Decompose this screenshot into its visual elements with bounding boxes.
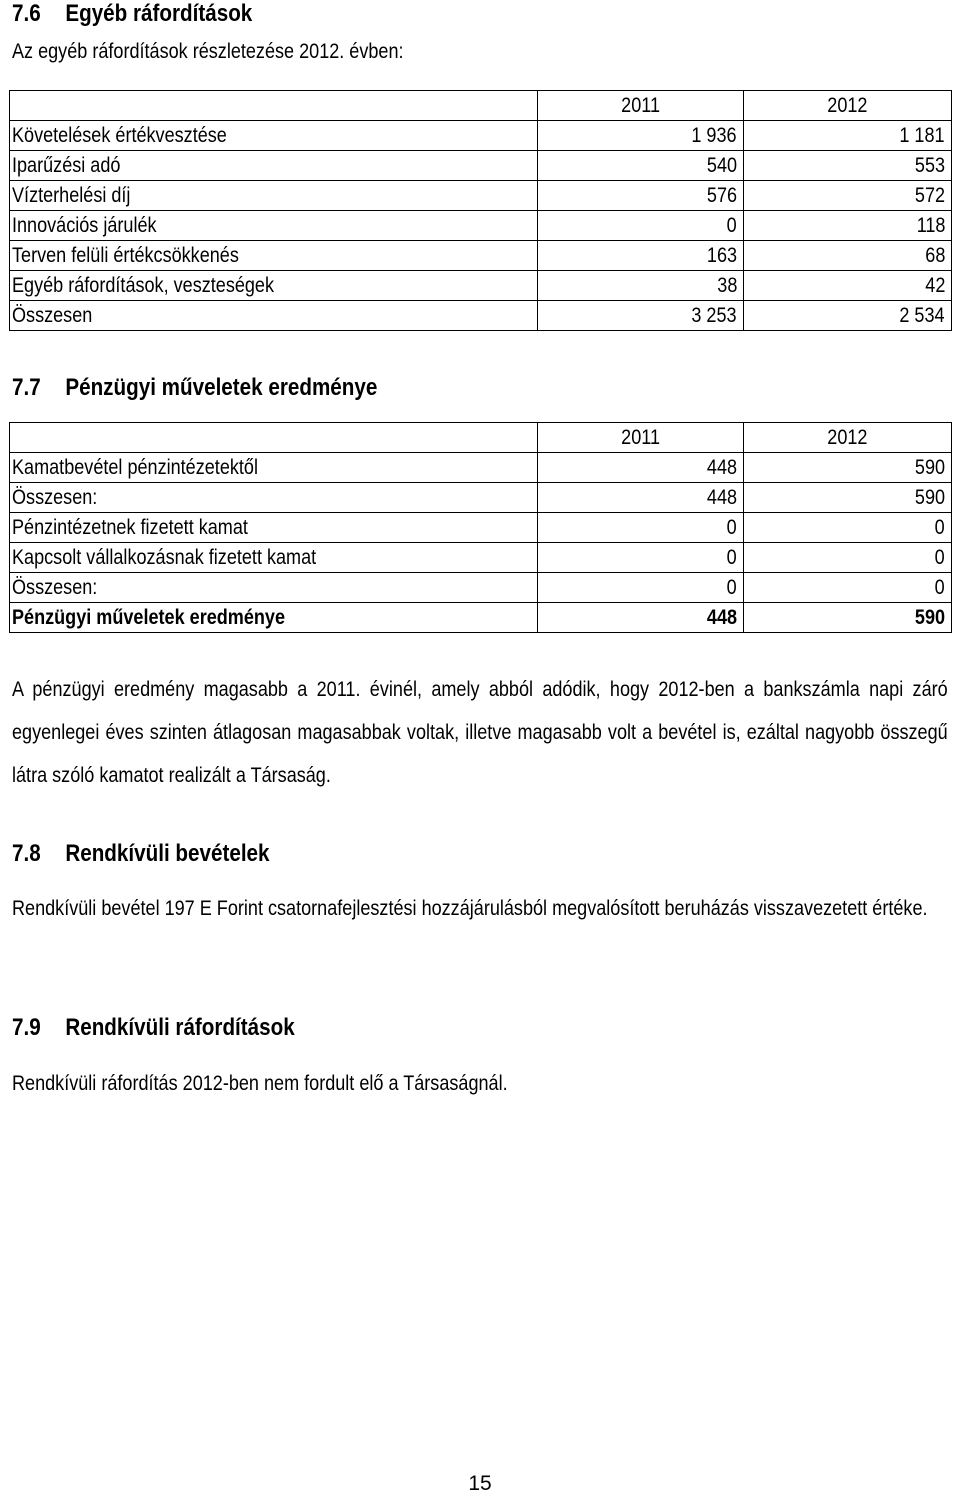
value-2011: 0: [726, 545, 737, 569]
heading-7-9: [12, 1014, 295, 1042]
heading-title: Rendkívüli ráfordítások: [65, 1014, 295, 1041]
table-header-row: [10, 423, 952, 453]
value-2012: 590: [914, 605, 945, 629]
extraordinary-income-paragraph: Rendkívüli bevétel 197 E Forint csatornafejlesztési hozzájárulásból megvalósított beruházás visszavezetett értéke.: [12, 897, 928, 920]
value-2011: 163: [706, 243, 737, 267]
value-2011: 0: [726, 575, 737, 599]
table-row: [10, 211, 952, 241]
heading-title: Rendkívüli bevételek: [65, 840, 270, 867]
row-label: Pénzintézetnek fizetett kamat: [12, 515, 248, 539]
heading-number: 7.7: [12, 374, 41, 401]
table-row: [10, 483, 952, 513]
heading-title: Egyéb ráfordítások: [65, 0, 253, 27]
value-2011: 0: [726, 213, 737, 237]
row-label: Pénzügyi műveletek eredménye: [12, 605, 286, 629]
value-2012: 0: [934, 515, 945, 539]
column-header-2012: 2012: [827, 425, 868, 449]
table-total-row: [10, 603, 952, 633]
page-number: 15: [468, 1472, 492, 1495]
value-2011: 576: [706, 183, 737, 207]
row-label: Kapcsolt vállalkozásnak fizetett kamat: [12, 545, 317, 569]
row-label: Összesen: [12, 303, 93, 327]
financial-operations-table: [9, 422, 952, 633]
heading-7-8: [12, 840, 270, 868]
heading-number: 7.9: [12, 1014, 41, 1041]
table-row: [10, 573, 952, 603]
row-label: Összesen:: [12, 575, 98, 599]
table-total-row: [10, 301, 952, 331]
value-2012: 68: [924, 243, 945, 267]
value-2011: 540: [706, 153, 737, 177]
value-2011: 3 253: [691, 303, 737, 327]
value-2012: 2 534: [899, 303, 945, 327]
extraordinary-expense-paragraph: Rendkívüli ráfordítás 2012-ben nem fordult elő a Társaságnál.: [12, 1072, 508, 1095]
table-row: [10, 151, 952, 181]
financial-result-paragraph: A pénzügyi eredmény magasabb a 2011. évinél, amely abból adódik, hogy 2012-ben a bankszámla napi záró egyenlegei éves szinten átlagosan magasabbak voltak, illetve magasabb volt a bevétel is, ezáltal nagyobb összegű látra szóló kamatot realizált a Társaság.: [12, 678, 948, 787]
heading-7-6: [12, 0, 252, 28]
value-2012: 0: [934, 575, 945, 599]
value-2011: 448: [706, 455, 737, 479]
table-row: [10, 241, 952, 271]
heading-7-7: [12, 374, 377, 402]
table-row: [10, 121, 952, 151]
row-label: Kamatbevétel pénzintézetektől: [12, 455, 258, 479]
value-2011: 1 936: [691, 123, 737, 147]
table-row: [10, 453, 952, 483]
value-2011: 0: [726, 515, 737, 539]
row-label: Terven felüli értékcsökkenés: [12, 243, 239, 267]
value-2012: 572: [914, 183, 945, 207]
row-label: Innovációs járulék: [12, 213, 157, 237]
row-label: Egyéb ráfordítások, veszteségek: [12, 273, 275, 297]
intro-text: Az egyéb ráfordítások részletezése 2012. évben:: [12, 40, 404, 63]
value-2012: 118: [916, 213, 945, 237]
row-label: Iparűzési adó: [12, 153, 121, 177]
row-label: Vízterhelési díj: [12, 183, 131, 207]
value-2012: 590: [914, 455, 945, 479]
value-2012: 42: [924, 273, 945, 297]
column-header-2012: 2012: [827, 93, 868, 117]
heading-number: 7.8: [12, 840, 41, 867]
value-2012: 553: [914, 153, 945, 177]
row-label: Követelések értékvesztése: [12, 123, 227, 147]
table-row: [10, 543, 952, 573]
other-expenses-table: [9, 90, 952, 331]
column-header-2011: 2011: [621, 425, 660, 449]
value-2011: 448: [706, 605, 737, 629]
value-2011: 38: [716, 273, 737, 297]
row-label: Összesen:: [12, 485, 98, 509]
table-row: [10, 181, 952, 211]
heading-number: 7.6: [12, 0, 41, 27]
heading-title: Pénzügyi műveletek eredménye: [65, 374, 378, 401]
table-row: [10, 271, 952, 301]
table-header-row: [10, 91, 952, 121]
column-header-2011: 2011: [621, 93, 660, 117]
table-row: [10, 513, 952, 543]
value-2012: 1 181: [899, 123, 945, 147]
value-2011: 448: [706, 485, 737, 509]
value-2012: 0: [934, 545, 945, 569]
value-2012: 590: [914, 485, 945, 509]
